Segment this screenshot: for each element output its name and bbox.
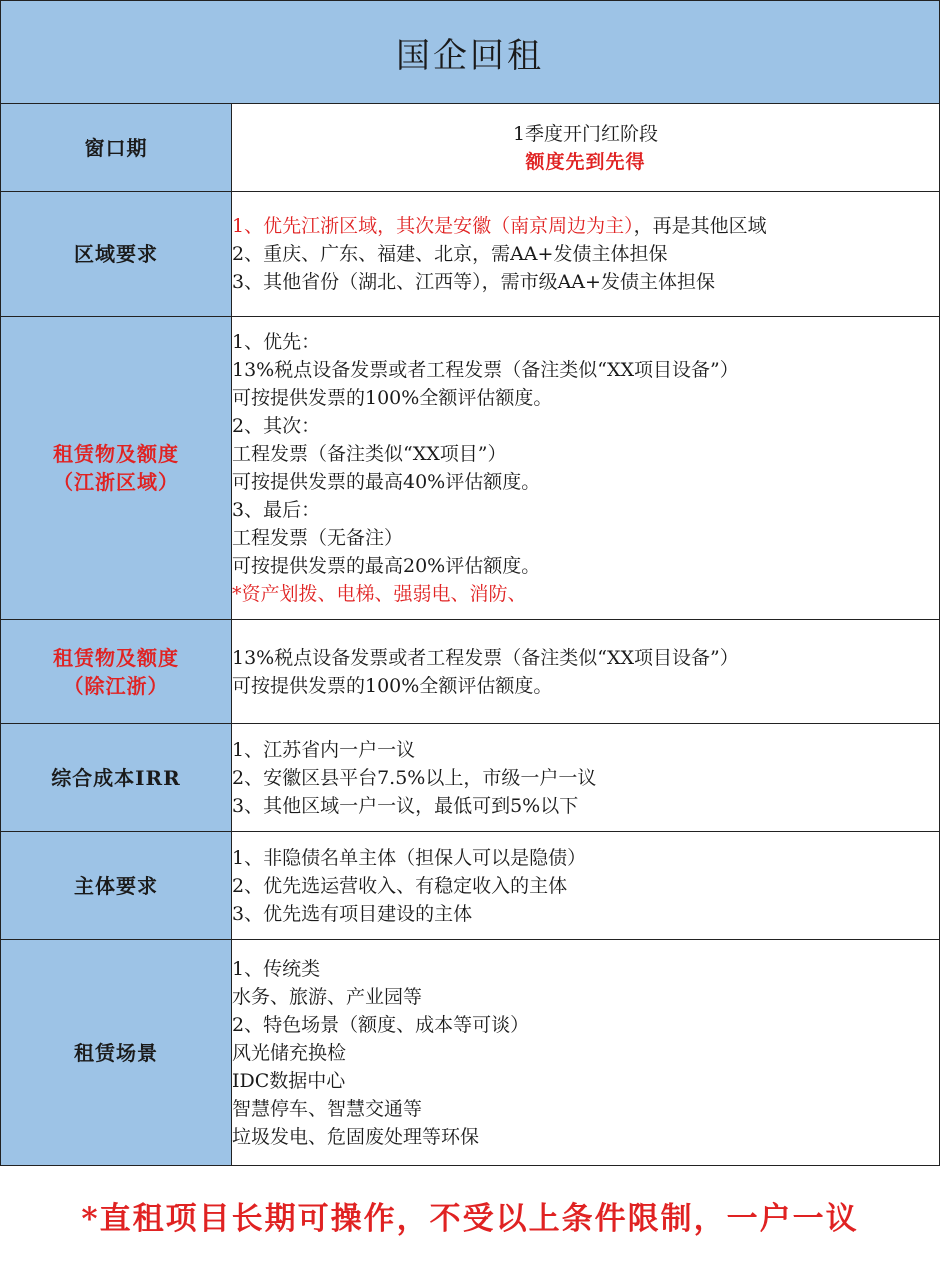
region-line-1-rest: ，再是其他区域 bbox=[633, 215, 767, 237]
list-item: IDC数据中心 bbox=[232, 1069, 346, 1092]
list-item: 3、优先选有项目建设的主体 bbox=[232, 902, 473, 925]
content-window-period bbox=[232, 104, 940, 192]
content-irr bbox=[232, 724, 940, 832]
list-item: 可按提供发票的100%全额评估额度。 bbox=[232, 387, 553, 409]
list-item: 1、非隐债名单主体（担保人可以是隐债） bbox=[232, 846, 587, 869]
table-row bbox=[1, 724, 940, 832]
list-item-note: *资产划拨、电梯、强弱电、消防、 bbox=[232, 583, 527, 605]
label-lease-jiangzhe-line1: 租赁物及额度 bbox=[53, 442, 179, 466]
list-item: 工程发票（无备注） bbox=[232, 527, 404, 549]
label-window-period: 窗口期 bbox=[1, 104, 232, 192]
content-scene bbox=[232, 940, 940, 1166]
list-item: 2、特色场景（额度、成本等可谈） bbox=[232, 1013, 530, 1036]
list-item: 2、其次： bbox=[232, 415, 321, 437]
label-scene: 租赁场景 bbox=[1, 940, 232, 1166]
label-subject: 主体要求 bbox=[1, 832, 232, 940]
table-row bbox=[1, 104, 940, 192]
list-item: 风光储充换检 bbox=[232, 1041, 347, 1064]
region-line-3: 3、其他省份（湖北、江西等），需市级AA+发债主体担保 bbox=[232, 271, 715, 293]
list-item: 垃圾发电、危固废处理等环保 bbox=[232, 1125, 480, 1148]
region-line-1-highlight: 1、优先江浙区域，其次是安徽（南京周边为主） bbox=[232, 215, 634, 237]
table-row bbox=[1, 192, 940, 317]
content-region bbox=[232, 192, 940, 317]
label-lease-jiangzhe-line2: （江浙区域） bbox=[53, 470, 179, 494]
list-item: 工程发票（备注类似“XX项目”） bbox=[232, 443, 507, 465]
table-row bbox=[1, 317, 940, 620]
label-lease-other bbox=[1, 620, 232, 724]
label-lease-other-line2: （除江浙） bbox=[63, 673, 169, 698]
label-lease-jiangzhe bbox=[1, 317, 232, 620]
list-item: 3、其他区域一户一议，最低可到5%以下 bbox=[232, 794, 579, 817]
region-line-2: 2、重庆、广东、福建、北京，需AA+发债主体担保 bbox=[232, 243, 668, 265]
list-item: 13%税点设备发票或者工程发票（备注类似“XX项目设备”） bbox=[232, 646, 739, 669]
label-irr: 综合成本IRR bbox=[1, 724, 232, 832]
label-lease-other-line1: 租赁物及额度 bbox=[53, 645, 179, 670]
content-lease-jiangzhe bbox=[232, 317, 940, 620]
list-item: 可按提供发票的最高20%评估额度。 bbox=[232, 555, 541, 577]
content-lease-other bbox=[232, 620, 940, 724]
window-period-highlight: 额度先到先得 bbox=[525, 150, 646, 173]
title-row bbox=[1, 1, 940, 104]
label-region: 区域要求 bbox=[1, 192, 232, 317]
list-item: 2、安徽区县平台7.5%以上，市级一户一议 bbox=[232, 766, 597, 789]
list-item: 可按提供发票的100%全额评估额度。 bbox=[232, 674, 553, 697]
table-row bbox=[1, 940, 940, 1166]
list-item: 2、优先选运营收入、有稳定收入的主体 bbox=[232, 874, 568, 897]
table-row bbox=[1, 832, 940, 940]
list-item: 1、传统类 bbox=[232, 957, 321, 980]
list-item: 智慧停车、智慧交通等 bbox=[232, 1097, 423, 1120]
content-subject bbox=[232, 832, 940, 940]
list-item: 水务、旅游、产业园等 bbox=[232, 985, 423, 1008]
region-line-1 bbox=[232, 212, 939, 240]
list-item: 13%税点设备发票或者工程发票（备注类似“XX项目设备”） bbox=[232, 359, 739, 381]
list-item: 可按提供发票的最高40%评估额度。 bbox=[232, 471, 541, 493]
footer-note: *直租项目长期可操作，不受以上条件限制，一户一议 bbox=[81, 1201, 859, 1237]
window-period-line: 1季度开门红阶段 bbox=[512, 122, 659, 145]
table-row bbox=[1, 620, 940, 724]
list-item: 1、优先： bbox=[232, 331, 321, 353]
list-item: 3、最后： bbox=[232, 499, 321, 521]
page-title: 国企回租 bbox=[1, 1, 940, 104]
list-item: 1、江苏省内一户一议 bbox=[232, 738, 416, 761]
